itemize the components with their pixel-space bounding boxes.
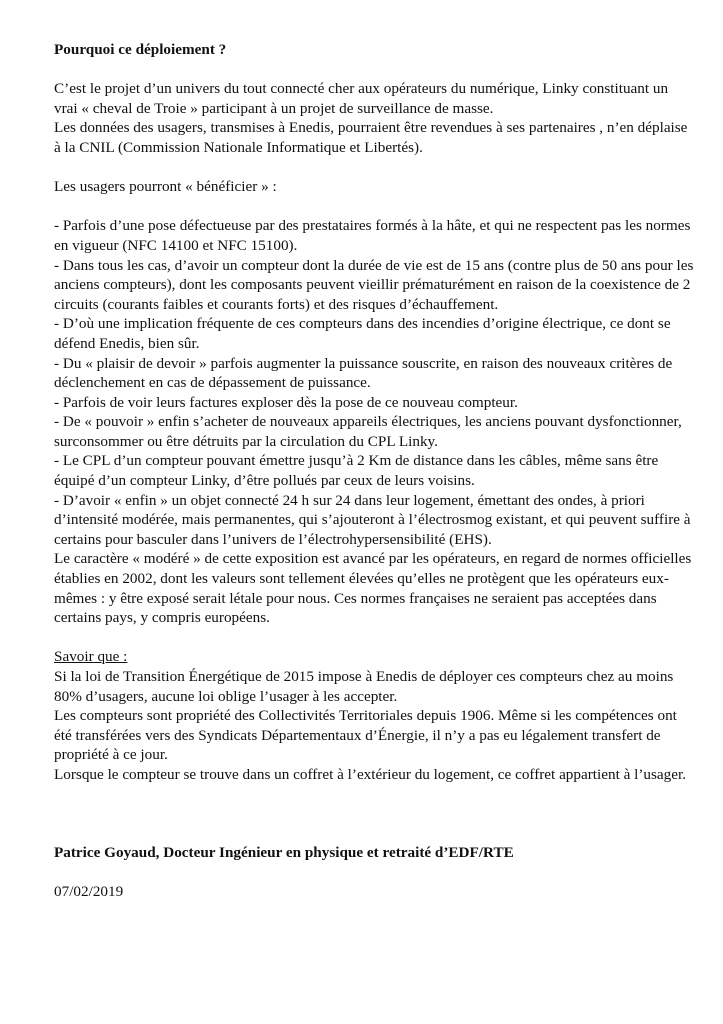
spacer [54, 785, 694, 843]
spacer [54, 628, 694, 648]
intro-paragraph-1: C’est le projet d’un univers du tout connecté cher aux opérateurs du numérique, Linky constituant un vrai « cheval de Troie » participant à un projet de surveillance de masse. [54, 80, 669, 117]
spacer [54, 158, 694, 178]
benefit-item: - D’où une implication fréquente de ces compteurs dans des incendies d’origine électrique, ce dont se défend Enedis, bien sûr. [54, 315, 671, 352]
benefit-item: - Le CPL d’un compteur pouvant émettre jusqu’à 2 Km de distance dans les câbles, même sans être équipé d’un compteur Linky, d’être pollués par ceux de leurs voisins. [54, 452, 659, 490]
spacer [54, 197, 694, 217]
spacer [54, 862, 694, 882]
benefit-item: - Parfois de voir leurs factures exploser dès la pose de ce nouveau compteur. [54, 393, 518, 411]
benefit-item: - D’avoir « enfin » un objet connecté 24 h sur 24 dans leur logement, émettant des ondes, à priori d’intensité modérée, mais permanentes, qui s’ajouteront à l’électrosmog existant, et qui peuvent suffire à certains pour basculer dans l’univers de l’électrohypersensibilité (EHS). [54, 491, 691, 548]
savoir-paragraph: Les compteurs sont propriété des Collectivités Territoriales depuis 1906. Même si les compétences ont été transférées vers des Syndicats Départementaux d’Énergie, il n’y a pas eu légalement transfert de propriété à ce jour. [54, 707, 677, 764]
savoir-paragraph: Si la loi de Transition Énergétique de 2015 impose à Enedis de déployer ces compteurs chez au moins 80% d’usagers, aucune loi oblige l’usager à les accepter. [54, 668, 674, 705]
benefit-intro: Les usagers pourront « bénéficier » : [54, 178, 277, 196]
benefit-item: - Dans tous les cas, d’avoir un compteur dont la durée de vie est de 15 ans (contre plus de 50 ans pour les anciens compteurs), dont les composants peuvent vieillir prématurément en raison de la coexistence de 2 circuits (courants faibles et courants forts) et des risques d’échauffement. [54, 256, 694, 313]
savoir-que-label: Savoir que : [54, 648, 128, 666]
benefit-item: - De « pouvoir » enfin s’acheter de nouveaux appareils électriques, les anciens pouvant dysfonctionner, surconsommer ou être détruits par la circulation du CPL Linky. [54, 413, 682, 450]
spacer [54, 60, 694, 80]
document-page [54, 40, 694, 901]
exposure-paragraph: Le caractère « modéré » de cette exposition est avancé par les opérateurs, en regard de normes officielles établies en 2002, dont les valeurs sont tellement élevées qu’elles ne protègent que les opérateurs eux-mêmes : y être exposé serait létale pour nous. Ces normes françaises ne seraient pas acceptées dans certains pays, y compris européens. [54, 550, 692, 627]
author-signature: Patrice Goyaud, Docteur Ingénieur en physique et retraité d’EDF/RTE [54, 843, 514, 861]
benefit-item: - Du « plaisir de devoir » parfois augmenter la puissance souscrite, en raison des nouveaux critères de déclenchement en cas de dépassement de puissance. [54, 354, 673, 392]
benefit-item: - Parfois d’une pose défectueuse par des prestataires formés à la hâte, et qui ne respectent pas les normes en vigueur (NFC 14100 et NFC 15100). [54, 217, 691, 254]
document-date: 07/02/2019 [54, 882, 124, 900]
intro-paragraph-2: Les données des usagers, transmises à Enedis, pourraient être revendues à ses partenaires , n’en déplaise à la CNIL (Commission Nationale Informatique et Libertés). [54, 119, 688, 156]
section-heading: Pourquoi ce déploiement ? [54, 41, 227, 58]
savoir-paragraph: Lorsque le compteur se trouve dans un coffret à l’extérieur du logement, ce coffret appartient à l’usager. [54, 765, 686, 783]
